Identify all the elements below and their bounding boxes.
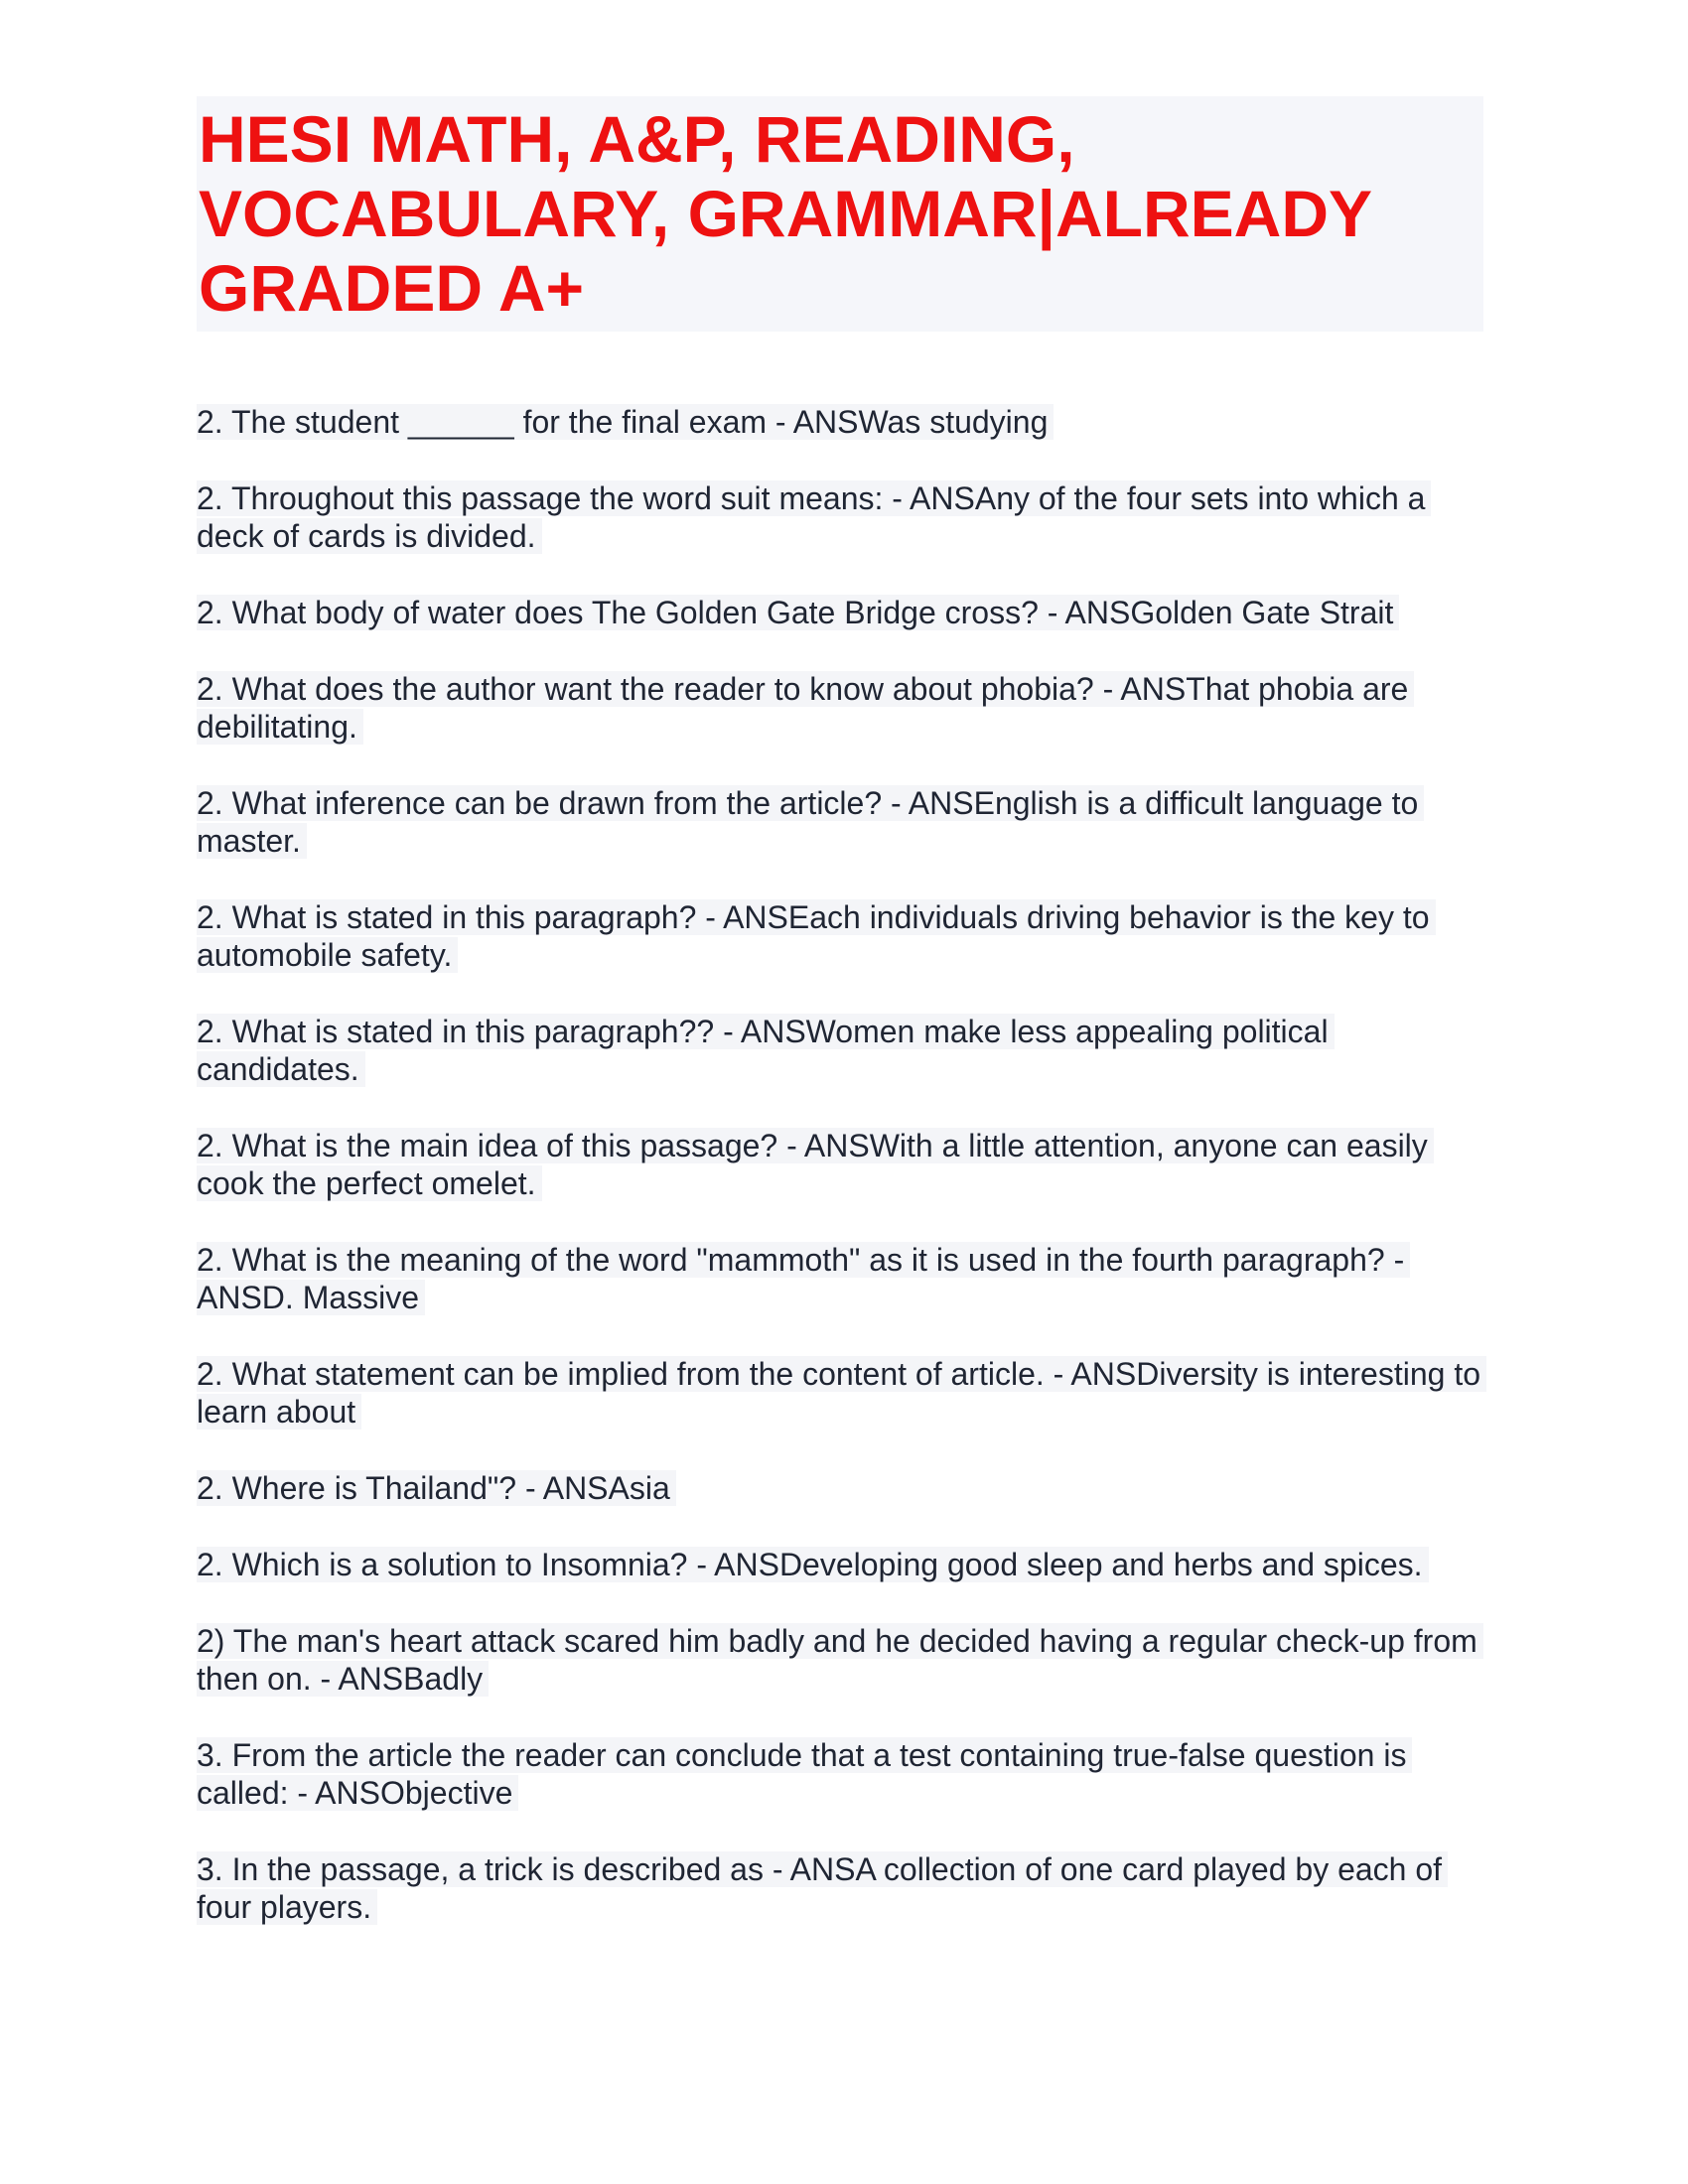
qa-text: 2. What body of water does The Golden Gate Bridge cross? - ANSGolden Gate Strait xyxy=(197,595,1399,630)
qa-text: 2. What is the meaning of the word "mammoth" as it is used in the fourth paragraph? - ANSD. Massive xyxy=(197,1242,1410,1315)
qa-text: 3. In the passage, a trick is described as - ANSA collection of one card played by each of four players. xyxy=(197,1851,1448,1925)
qa-text: 2. What is stated in this paragraph?? - ANSWomen make less appealing political candidates. xyxy=(197,1014,1335,1087)
qa-text: 2. Where is Thailand"? - ANSAsia xyxy=(197,1470,676,1506)
qa-text: 2. What is stated in this paragraph? - ANSEach individuals driving behavior is the key to automobile safety. xyxy=(197,899,1436,973)
qa-text: 2. Throughout this passage the word suit means: - ANSAny of the four sets into which a deck of cards is divided. xyxy=(197,480,1431,554)
document-title: HESI MATH, A&P, READING, VOCABULARY, GRAMMAR|ALREADY GRADED A+ xyxy=(199,102,1371,325)
qa-item xyxy=(197,1127,1487,1202)
qa-item xyxy=(197,784,1487,860)
qa-item xyxy=(197,403,1487,441)
qa-item xyxy=(197,1622,1487,1698)
qa-item xyxy=(197,1736,1487,1812)
qa-item xyxy=(197,1355,1487,1431)
qa-item xyxy=(197,898,1487,974)
qa-item xyxy=(197,1241,1487,1316)
qa-item xyxy=(197,1850,1487,1926)
qa-text: 3. From the article the reader can conclude that a test containing true-false question is called: - ANSObjective xyxy=(197,1737,1412,1811)
qa-text: 2. Which is a solution to Insomnia? - ANSDeveloping good sleep and herbs and spices. xyxy=(197,1547,1429,1582)
qa-item xyxy=(197,670,1487,746)
qa-text: 2. What does the author want the reader to know about phobia? - ANSThat phobia are debilitating. xyxy=(197,671,1414,745)
qa-item xyxy=(197,479,1487,555)
qa-text: 2. What inference can be drawn from the article? - ANSEnglish is a difficult language to master. xyxy=(197,785,1424,859)
qa-list xyxy=(197,403,1487,1926)
qa-item xyxy=(197,1013,1487,1088)
qa-item xyxy=(197,594,1487,631)
qa-item xyxy=(197,1469,1487,1507)
qa-text: 2) The man's heart attack scared him badly and he decided having a regular check-up from then on. - ANSBadly xyxy=(197,1623,1483,1697)
qa-text: 2. What statement can be implied from the content of article. - ANSDiversity is interesting to learn about xyxy=(197,1356,1486,1430)
title-block xyxy=(197,96,1483,332)
document-page xyxy=(197,96,1487,1965)
qa-text: 2. What is the main idea of this passage? - ANSWith a little attention, anyone can easily cook the perfect omelet. xyxy=(197,1128,1434,1201)
qa-text: 2. The student ______ for the final exam - ANSWas studying xyxy=(197,404,1054,440)
qa-item xyxy=(197,1546,1487,1583)
